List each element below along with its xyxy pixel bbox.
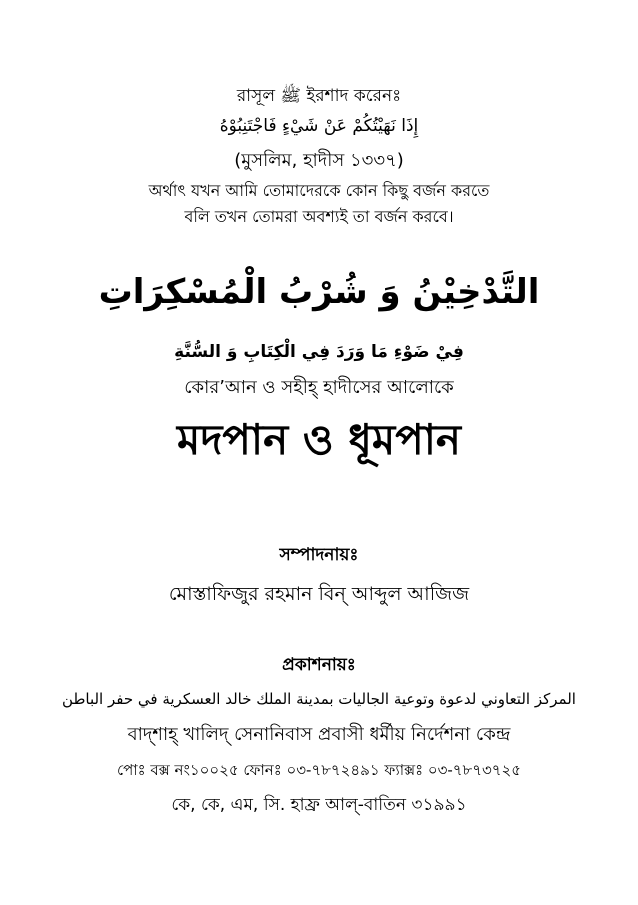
publisher-label: প্রকাশনায়ঃ	[282, 655, 356, 675]
arabic-subtitle: فِيْ ضَوْءِ مَا وَرَدَ فِي الْكِتَابِ وَ السُّنَّةِ	[174, 342, 464, 362]
hadith-intro: রাসূল ﷺ ইরশাদ করেনঃ	[236, 86, 402, 106]
publisher-address: কে, কে, এম, সি. হাফ্র আল্-বাতিন ৩১৯৯১	[171, 795, 467, 815]
hadith-arabic: إِذَا نَهَيْتُكُمْ عَنْ شَيْءٍ فَاجْتَنِبُوْهُ	[219, 116, 419, 136]
editor-label: সম্পাদনায়ঃ	[279, 545, 359, 565]
hadith-translation-line-1: অর্থাৎ যখন আমি তোমাদেরকে কোন কিছু বর্জন করতে	[148, 181, 490, 200]
bengali-subtitle: কোর’আন ও সহীহ্ হাদীসের আলোকে	[184, 377, 454, 398]
publisher-arabic-name: المركز التعاوني لدعوة وتوعية الجاليات بمدينة الملك خالد العسكرية في حفر الباطن	[62, 690, 576, 708]
publisher-contact: পোঃ বক্স নং১০০২৫ ফোনঃ ০৩-৭৮৭২৪৯১ ফ্যাক্সঃ ০৩-৭৮৭৩৭২৫	[116, 761, 521, 779]
publisher-bengali-name: বাদ্শাহ্ খালিদ্ সেনানিবাস প্রবাসী ধর্মীয় নির্দেশনা কেন্দ্র	[127, 724, 511, 745]
editor-name: মোস্তাফিজুর রহমান বিন্ আব্দুল আজিজ	[168, 583, 470, 605]
arabic-title: التَّدْخِيْنُ وَ شُرْبُ الْمُسْكِرَاتِ	[98, 272, 540, 312]
hadith-reference: (মুসলিম, হাদীস ১৩৩৭)	[234, 150, 404, 171]
hadith-translation-line-2: বলি তখন তোমরা অবশ্যই তা বর্জন করবে।	[184, 207, 454, 226]
bengali-title: মদপান ও ধূমপান	[177, 415, 461, 464]
